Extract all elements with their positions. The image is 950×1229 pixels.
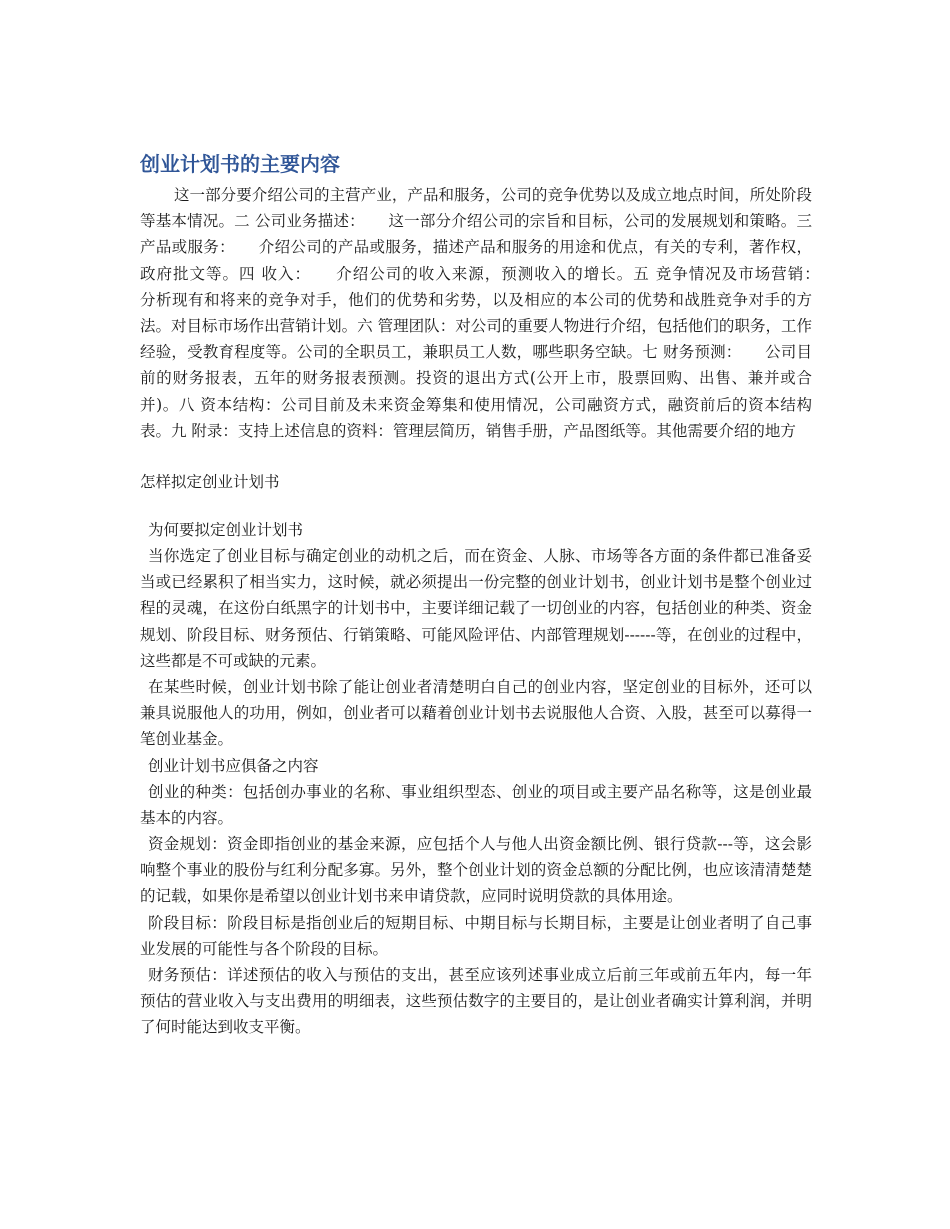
- paragraph-finance: 财务预估：详述预估的收入与预估的支出，甚至应该列述事业成立后前三年或前五年内，每一年预估的营业收入与支出费用的明细表，这些预估数字的主要目的，是让创业者确实计算利润，并明了何时能达到收支平衡。: [140, 966, 812, 1037]
- body-block: [140, 543, 812, 1041]
- paragraph-why-2: 在某些时候，创业计划书除了能让创业者清楚明白自己的创业内容，坚定创业的目标外，还可以兼具说服他人的功用，例如，创业者可以藉着创业计划书去说服他人合资、入股，甚至可以募得一笔创业基金。: [140, 678, 812, 749]
- paragraph-type: 创业的种类：包括创办事业的名称、事业组织型态、创业的项目或主要产品名称等，这是创业最基本的内容。: [140, 782, 812, 827]
- paragraph-funds: 资金规划：资金即指创业的基金来源，应包括个人与他人出资金额比例、银行贷款---等，这会影响整个事业的股份与红利分配多寡。另外，整个创业计划的资金总额的分配比例，也应该清清楚楚的记载，如果你是希望以创业计划书来申请贷款，应同时说明贷款的具体用途。: [140, 835, 812, 906]
- document-page: [140, 150, 844, 1041]
- subheading-contents: 创业计划书应俱备之内容: [148, 756, 319, 775]
- paragraph-why-1: 当你选定了创业目标与确定创业的动机之后，而在资金、人脉、市场等各方面的条件都已准备妥当或已经累积了相当实力，这时候，就必须提出一份完整的创业计划书，创业计划书是整个创业过程的灵魂，在这份白纸黑字的计划书中，主要详细记载了一切创业的内容，包括创业的种类、资金规划、阶段目标、财务预估、行销策略、可能风险评估、内部管理规划------等，在创业的过程中，这些都是不可或缺的元素。: [140, 547, 812, 670]
- subheading-why: 为何要拟定创业计划书: [148, 521, 304, 540]
- intro-paragraph: 这一部分要介绍公司的主营产业，产品和服务，公司的竞争优势以及成立地点时间，所处阶段等基本情况。二 公司业务描述： 这一部分介绍公司的宗旨和目标，公司的发展规划和策略。三 产品或服务： 介绍公司的产品或服务，描述产品和服务的用途和优点，有关的专利，著作权，政府批文等。四 收入： 介绍公司的收入来源，预测收入的增长。五 竞争情况及市场营销： 分析现有和将来的竞争对手，他们的优势和劣势，以及相应的本公司的优势和战胜竞争对手的方法。对目标市场作出营销计划。六 管理团队：对公司的重要人物进行介绍，包括他们的职务，工作经验，受教育程度等。公司的全职员工，兼职员工人数，哪些职务空缺。七 财务预测： 公司目前的财务报表，五年的财务报表预测。投资的退出方式(公开上市，股票回购、出售、兼并或合并)。八 资本结构：公司目前及未来资金筹集和使用情况，公司融资方式，融资前后的资本结构表。九 附录：支持上述信息的资料：管理层简历，销售手册，产品图纸等。其他需要介绍的地方: [140, 186, 844, 440]
- paragraph-stage: 阶段目标：阶段目标是指创业后的短期目标、中期目标与长期目标，主要是让创业者明了自己事业发展的可能性与各个阶段的目标。: [140, 913, 812, 958]
- document-title: 创业计划书的主要内容: [140, 152, 340, 176]
- section-heading: 怎样拟定创业计划书: [140, 473, 280, 492]
